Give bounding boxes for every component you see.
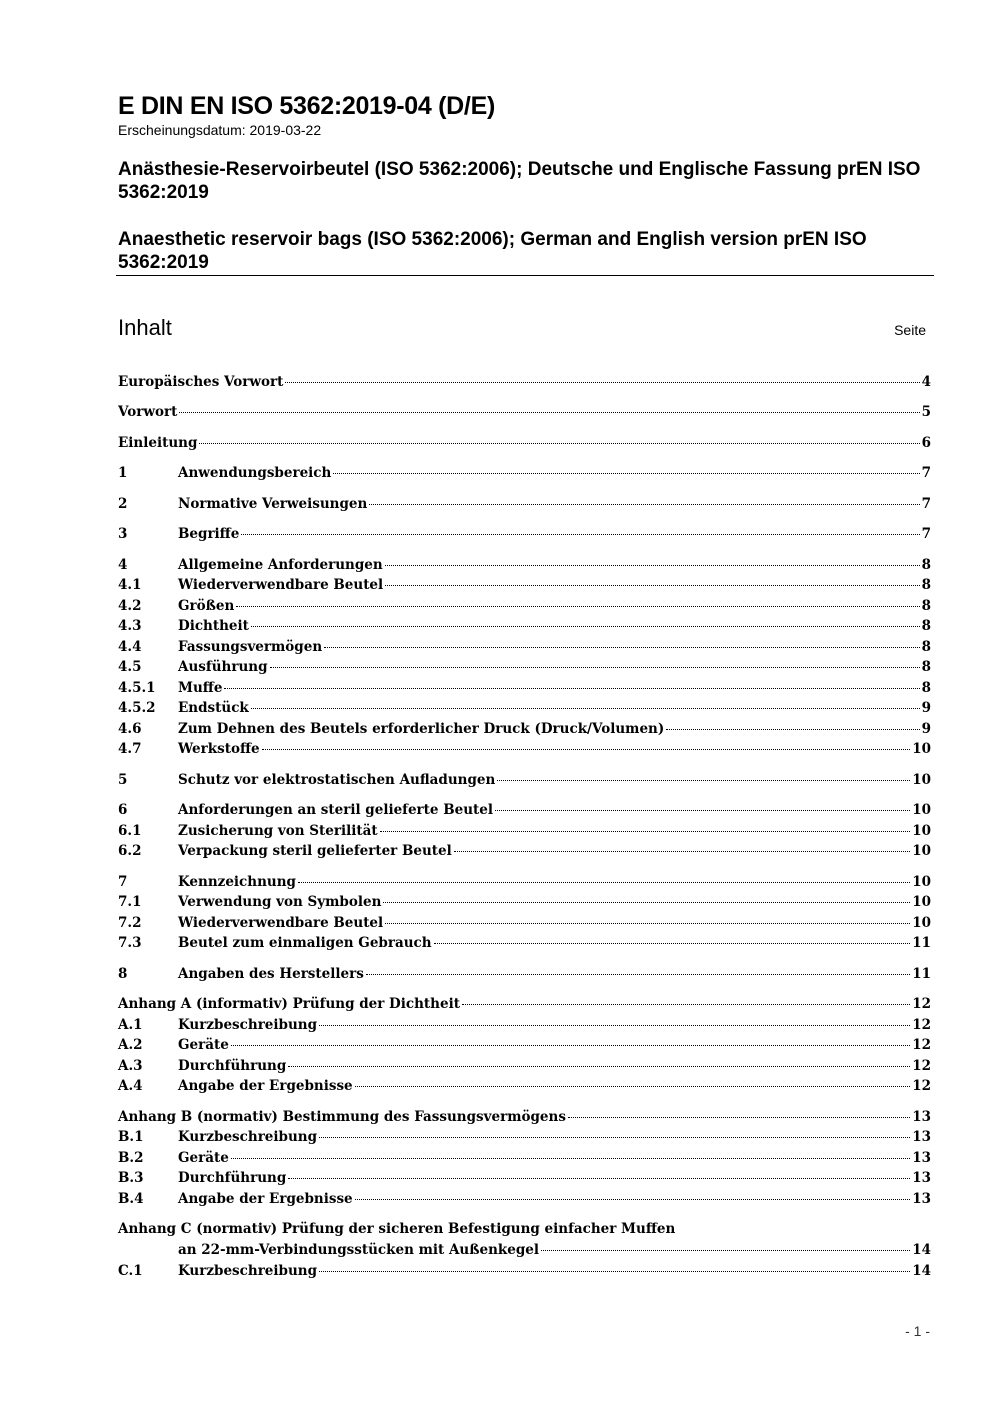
document-title: E DIN EN ISO 5362:2019-04 (D/E) [118, 92, 495, 120]
toc-leader-dots [369, 504, 919, 505]
toc-entry-page: 10 [912, 772, 931, 788]
toc-entry[interactable] [118, 994, 931, 1014]
toc-leader-dots [199, 443, 919, 444]
toc-entry-title: Durchführung [178, 1058, 287, 1074]
toc-entry-page: 7 [921, 496, 931, 512]
toc-entry-number: 7.1 [118, 894, 142, 910]
subtitle-german: Anästhesie-Reservoirbeutel (ISO 5362:2006); Deutsche und Englische Fassung prEN ISO 5362:2019 [118, 159, 921, 203]
toc-entry[interactable] [118, 402, 931, 422]
toc-entry-page: 10 [912, 843, 931, 859]
toc-entry-title: Endstück [178, 700, 249, 716]
page-number: - 1 - [905, 1323, 930, 1339]
toc-entry-title: Muffe [178, 680, 223, 696]
toc-leader-dots [355, 1199, 911, 1200]
toc-entry-page: 10 [912, 741, 931, 757]
toc-entry[interactable] [118, 1076, 931, 1096]
toc-entry[interactable] [118, 637, 931, 657]
toc-entry-title: Größen [178, 598, 235, 614]
toc-entry-page: 9 [921, 721, 931, 737]
toc-leader-dots [385, 565, 920, 566]
toc-entry-page: 7 [921, 465, 931, 481]
toc-entry-page: 10 [912, 802, 931, 818]
toc-entry-page: 8 [921, 577, 931, 593]
toc-entry-page: 4 [921, 374, 931, 390]
toc-entry[interactable] [118, 1240, 931, 1260]
toc-leader-dots [224, 688, 919, 689]
toc-entry[interactable] [118, 433, 931, 453]
toc-entry-number: 8 [118, 966, 128, 982]
toc-entry-number: 1 [118, 465, 128, 481]
toc-leader-dots [262, 749, 911, 750]
toc-leader-dots [231, 1158, 910, 1159]
toc-entry-title: Verwendung von Symbolen [178, 894, 382, 910]
toc-entry-title: Geräte [178, 1037, 229, 1053]
toc-entry-title: Angaben des Herstellers [178, 966, 364, 982]
toc-entry-page: 14 [912, 1242, 931, 1258]
toc-entry-page: 8 [921, 618, 931, 634]
toc-entry[interactable] [118, 1127, 931, 1147]
toc-entry-number: B.1 [118, 1129, 144, 1145]
toc-entry[interactable] [118, 657, 931, 677]
toc-entry[interactable] [118, 1056, 931, 1076]
toc-leader-dots [319, 1271, 910, 1272]
toc-entry-number: 6.1 [118, 823, 142, 839]
toc-entry-page: 5 [921, 404, 931, 420]
toc-entry-title: Schutz vor elektrostatischen Aufladungen [178, 772, 496, 788]
toc-leader-dots [319, 1137, 910, 1138]
toc-leader-dots [285, 382, 919, 383]
toc-entry[interactable] [118, 1189, 931, 1209]
toc-entry[interactable] [118, 739, 931, 759]
toc-entry[interactable] [118, 463, 931, 483]
toc-entry-page: 7 [921, 526, 931, 542]
toc-entry-page: 10 [912, 915, 931, 931]
toc-entry-page: 13 [912, 1150, 931, 1166]
toc-entry-title: Zusicherung von Sterilität [178, 823, 378, 839]
toc-leader-dots [366, 974, 910, 975]
toc-entry-title: Anhang B (normativ) Bestimmung des Fassungsvermögens [118, 1109, 566, 1125]
toc-entry-title: Einleitung [118, 435, 198, 451]
toc-entry-number: B.3 [118, 1170, 144, 1186]
toc-entry-page: 13 [912, 1129, 931, 1145]
toc-entry-number: A.3 [118, 1058, 143, 1074]
toc-entry-number: 7.2 [118, 915, 142, 931]
toc-leader-dots [541, 1250, 910, 1251]
toc-entry-page: 11 [912, 935, 931, 951]
toc-entry[interactable] [118, 575, 931, 595]
toc-entry-title: Fassungsvermögen [178, 639, 323, 655]
toc-leader-dots [231, 1045, 910, 1046]
toc-entry-page: 13 [912, 1109, 931, 1125]
toc-entry-number: B.4 [118, 1191, 144, 1207]
toc-entry[interactable] [118, 913, 931, 933]
toc-entry[interactable] [118, 616, 931, 636]
toc-entry-title: Kurzbeschreibung [178, 1263, 318, 1279]
toc-entry-number: 4 [118, 557, 128, 573]
toc-leader-dots [298, 882, 910, 883]
toc-entry[interactable] [118, 1148, 931, 1168]
toc-leader-dots [319, 1025, 910, 1026]
toc-entry-title: Anwendungsbereich [178, 465, 332, 481]
toc-entry[interactable] [118, 678, 931, 698]
toc-entry-number: 4.2 [118, 598, 142, 614]
toc-leader-dots [355, 1086, 911, 1087]
toc-leader-dots [333, 473, 919, 474]
toc-entry[interactable] [118, 1219, 931, 1239]
toc-entry[interactable] [118, 1107, 931, 1127]
toc-entry-title: Allgemeine Anforderungen [178, 557, 383, 573]
toc-entry-page: 8 [921, 598, 931, 614]
toc-entry-title: Kurzbeschreibung [178, 1129, 318, 1145]
toc-entry-page: 10 [912, 874, 931, 890]
toc-entry-title: Anforderungen an steril gelieferte Beutel [178, 802, 493, 818]
toc-entry-number: 7 [118, 874, 128, 890]
toc-entry[interactable] [118, 698, 931, 718]
toc-entry-number: 4.7 [118, 741, 142, 757]
toc-entry[interactable] [118, 964, 931, 984]
toc-entry-number: 4.5.1 [118, 680, 156, 696]
toc-entry-page: 8 [921, 659, 931, 675]
publication-date: Erscheinungsdatum: 2019-03-22 [118, 122, 322, 138]
toc-entry-title: Ausführung [178, 659, 268, 675]
toc-entry-page: 8 [921, 557, 931, 573]
toc-entry-title: Dichtheit [178, 618, 249, 634]
toc-leader-dots [241, 534, 919, 535]
toc-entry-page: 8 [921, 639, 931, 655]
toc-page-column-label: Seite [894, 322, 926, 338]
toc-entry-number: 4.5.2 [118, 700, 156, 716]
toc-entry-page: 8 [921, 680, 931, 696]
toc-entry-title: an 22-mm-Verbindungsstücken mit Außenkegel [178, 1242, 539, 1258]
toc-entry-title: Werkstoffe [178, 741, 260, 757]
toc-entry-page: 13 [912, 1191, 931, 1207]
toc-leader-dots [179, 412, 919, 413]
toc-entry-title: Normative Verweisungen [178, 496, 368, 512]
toc-entry-page: 12 [912, 1017, 931, 1033]
toc-entry[interactable] [118, 892, 931, 912]
toc-entry-number: A.1 [118, 1017, 143, 1033]
toc-entry-number: 3 [118, 526, 128, 542]
toc-entry[interactable] [118, 596, 931, 616]
toc-leader-dots [251, 626, 920, 627]
toc-entry[interactable] [118, 821, 931, 841]
toc-entry-number: A.2 [118, 1037, 143, 1053]
toc-entry-title: Verpackung steril gelieferter Beutel [178, 843, 452, 859]
toc-entry-number: 7.3 [118, 935, 142, 951]
subtitle-english: Anaesthetic reservoir bags (ISO 5362:2006); German and English version prEN ISO 5362:2019 [118, 229, 867, 273]
toc-entry-number: 2 [118, 496, 128, 512]
toc-entry-title: Wiederverwendbare Beutel [178, 915, 384, 931]
toc-entry-title: Wiederverwendbare Beutel [178, 577, 384, 593]
toc-entry-title: Anhang C (normativ) Prüfung der sicheren Befestigung einfacher Muffen [118, 1221, 676, 1237]
toc-leader-dots [236, 606, 919, 607]
toc-entry-page: 13 [912, 1170, 931, 1186]
toc-entry[interactable] [118, 494, 931, 514]
toc-entry-number: 4.5 [118, 659, 142, 675]
toc-entry-title: Angabe der Ergebnisse [178, 1078, 353, 1094]
toc-entry-title: Durchführung [178, 1170, 287, 1186]
toc-leader-dots [454, 851, 910, 852]
toc-leader-dots [380, 831, 911, 832]
toc-leader-dots [251, 708, 920, 709]
toc-entry[interactable] [118, 1035, 931, 1055]
toc-entry-page: 9 [921, 700, 931, 716]
toc-entry[interactable] [118, 800, 931, 820]
toc-heading: Inhalt [118, 315, 172, 340]
toc-entry[interactable] [118, 1261, 931, 1281]
toc-entry-title: Anhang A (informativ) Prüfung der Dichtheit [118, 996, 460, 1012]
toc-entry-page: 14 [912, 1263, 931, 1279]
toc-entry-number: 4.6 [118, 721, 142, 737]
toc-entry-page: 12 [912, 1078, 931, 1094]
toc-entry-page: 10 [912, 894, 931, 910]
toc-entry-title: Kurzbeschreibung [178, 1017, 318, 1033]
toc-entry-page: 6 [921, 435, 931, 451]
toc-entry-title: Europäisches Vorwort [118, 374, 284, 390]
toc-leader-dots [666, 729, 919, 730]
toc-entry-number: B.2 [118, 1150, 144, 1166]
toc-entry-page: 11 [912, 966, 931, 982]
toc-entry[interactable] [118, 372, 931, 392]
toc-leader-dots [462, 1004, 910, 1005]
toc-entry-number: C.1 [118, 1263, 143, 1279]
toc-leader-dots [383, 902, 910, 903]
toc-entry-number: 6.2 [118, 843, 142, 859]
toc-leader-dots [495, 810, 910, 811]
toc-entry-page: 12 [912, 996, 931, 1012]
toc-entry[interactable] [118, 1168, 931, 1188]
toc-entry-title: Geräte [178, 1150, 229, 1166]
toc-leader-dots [288, 1178, 910, 1179]
toc-entry-title: Zum Dehnen des Beutels erforderlicher Druck (Druck/Volumen) [178, 721, 665, 737]
toc-entry[interactable] [118, 524, 931, 544]
toc-entry-page: 12 [912, 1037, 931, 1053]
toc-leader-dots [270, 667, 920, 668]
toc-entry[interactable] [118, 841, 931, 861]
toc-entry-page: 10 [912, 823, 931, 839]
toc-entry[interactable] [118, 933, 931, 953]
toc-entry-number: 5 [118, 772, 128, 788]
toc-entry-title: Kennzeichnung [178, 874, 296, 890]
toc-leader-dots [288, 1066, 910, 1067]
toc-entry[interactable] [118, 719, 931, 739]
toc-entry-number: 4.4 [118, 639, 142, 655]
toc-entry[interactable] [118, 555, 931, 575]
toc-entry-number: 4.1 [118, 577, 142, 593]
toc-leader-dots [385, 585, 919, 586]
toc-entry-page: 12 [912, 1058, 931, 1074]
toc-entry[interactable] [118, 1015, 931, 1035]
toc-entry[interactable] [118, 872, 931, 892]
toc-entry-number: A.4 [118, 1078, 143, 1094]
toc-entry-title: Beutel zum einmaligen Gebrauch [178, 935, 432, 951]
toc-entry-number: 6 [118, 802, 128, 818]
toc-entry-title: Vorwort [118, 404, 178, 420]
header-divider [116, 275, 934, 276]
toc-entry-number: 4.3 [118, 618, 142, 634]
toc-entry-title: Begriffe [178, 526, 240, 542]
toc-leader-dots [324, 647, 919, 648]
toc-entry[interactable] [118, 770, 931, 790]
document-header [118, 92, 934, 274]
toc-entry-title: Angabe der Ergebnisse [178, 1191, 353, 1207]
toc-leader-dots [497, 780, 910, 781]
toc-leader-dots [568, 1117, 910, 1118]
toc-leader-dots [434, 943, 911, 944]
toc-leader-dots [385, 923, 910, 924]
